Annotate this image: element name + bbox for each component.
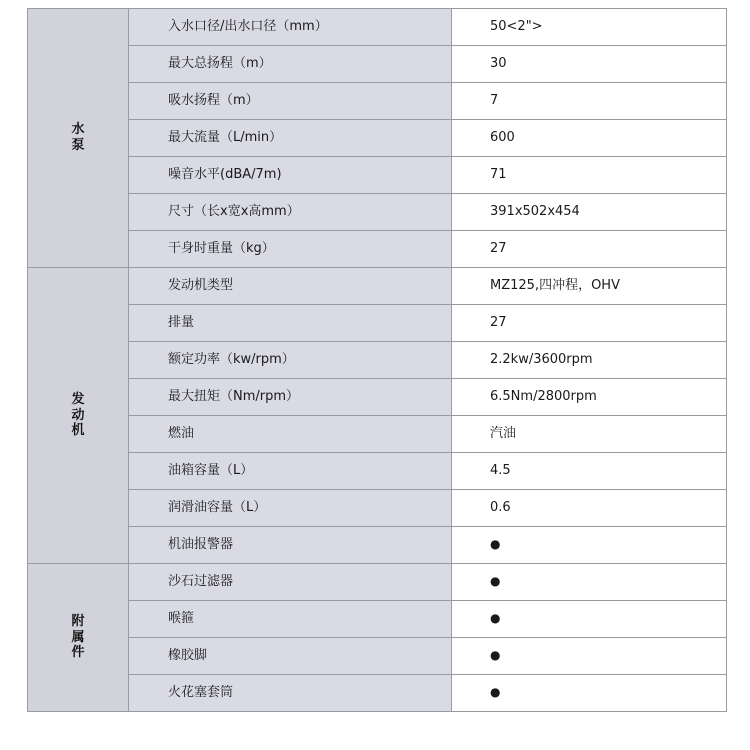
table-row (28, 342, 727, 379)
included-bullet-icon: ● (490, 648, 501, 663)
spec-value: 汽油 (452, 416, 727, 453)
spec-label: 喉箍 (129, 601, 452, 638)
table-row (28, 601, 727, 638)
group-label-accessories: 附属件 (71, 614, 85, 661)
spec-label: 额定功率（kw/rpm） (129, 342, 452, 379)
spec-label: 润滑油容量（L） (129, 490, 452, 527)
group-label-engine: 发动机 (71, 392, 85, 439)
spec-value (452, 601, 727, 638)
spec-label: 火花塞套筒 (129, 675, 452, 712)
included-bullet-icon: ● (490, 611, 501, 626)
table-row (28, 120, 727, 157)
spec-label: 最大流量（L/min） (129, 120, 452, 157)
table-row (28, 379, 727, 416)
spec-value (452, 638, 727, 675)
spec-label: 橡胶脚 (129, 638, 452, 675)
spec-label: 入水口径/出水口径（mm） (129, 9, 452, 46)
spec-label: 噪音水平(dBA/7m) (129, 157, 452, 194)
spec-label: 油箱容量（L） (129, 453, 452, 490)
spec-value: 71 (452, 157, 727, 194)
spec-value: 2.2kw/3600rpm (452, 342, 727, 379)
spec-label: 吸水扬程（m） (129, 83, 452, 120)
spec-label: 干身时重量（kg） (129, 231, 452, 268)
table-row (28, 194, 727, 231)
spec-label: 沙石过滤器 (129, 564, 452, 601)
group-label-pump: 水泵 (71, 122, 85, 153)
spec-value: 391x502x454 (452, 194, 727, 231)
table-row (28, 453, 727, 490)
spec-table-body (28, 9, 727, 712)
spec-value: 27 (452, 305, 727, 342)
table-row (28, 490, 727, 527)
spec-value: 27 (452, 231, 727, 268)
included-bullet-icon: ● (490, 574, 501, 589)
spec-value: 50<2"> (452, 9, 727, 46)
spec-label: 燃油 (129, 416, 452, 453)
table-row (28, 268, 727, 305)
spec-value: 7 (452, 83, 727, 120)
group-cell-pump (28, 9, 129, 268)
table-row (28, 564, 727, 601)
table-row (28, 157, 727, 194)
table-row (28, 9, 727, 46)
table-row (28, 231, 727, 268)
spec-table (27, 8, 727, 712)
spec-value: 600 (452, 120, 727, 157)
spec-label: 机油报警器 (129, 527, 452, 564)
spec-value (452, 564, 727, 601)
spec-value (452, 527, 727, 564)
spec-label: 最大总扬程（m） (129, 46, 452, 83)
group-cell-engine (28, 268, 129, 564)
spec-label: 发动机类型 (129, 268, 452, 305)
table-row (28, 638, 727, 675)
table-row (28, 305, 727, 342)
spec-value (452, 675, 727, 712)
spec-label: 最大扭矩（Nm/rpm） (129, 379, 452, 416)
included-bullet-icon: ● (490, 685, 501, 700)
group-cell-accessories (28, 564, 129, 712)
included-bullet-icon: ● (490, 537, 501, 552)
table-row (28, 83, 727, 120)
spec-value: 0.6 (452, 490, 727, 527)
table-row (28, 675, 727, 712)
spec-label: 尺寸（长x宽x高mm） (129, 194, 452, 231)
spec-value: 30 (452, 46, 727, 83)
table-row (28, 46, 727, 83)
spec-value: 4.5 (452, 453, 727, 490)
table-row (28, 416, 727, 453)
spec-value: 6.5Nm/2800rpm (452, 379, 727, 416)
table-row (28, 527, 727, 564)
spec-label: 排量 (129, 305, 452, 342)
spec-value: MZ125,四冲程，OHV (452, 268, 727, 305)
